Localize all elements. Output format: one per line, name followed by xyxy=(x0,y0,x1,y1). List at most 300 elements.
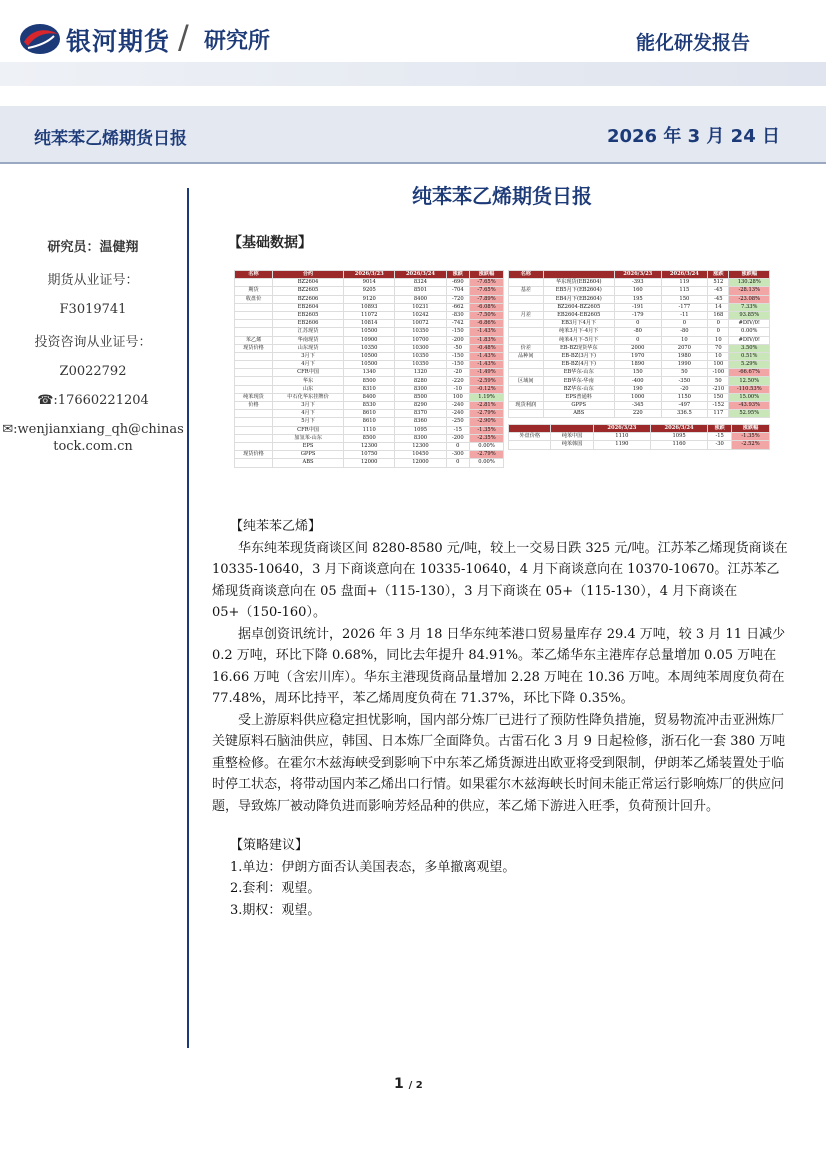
table-cell: 10500 xyxy=(344,328,395,336)
table-cell xyxy=(235,328,273,336)
table-cell: 基差 xyxy=(509,287,544,295)
table-cell: 外盘价格 xyxy=(509,433,551,441)
table-cell: -690 xyxy=(446,279,469,287)
table-cell xyxy=(509,410,544,418)
table-cell: CFR中国 xyxy=(272,426,343,434)
table-cell: 10350 xyxy=(395,361,446,369)
table-header-row xyxy=(509,271,770,279)
table-header-cell: 涨跌 xyxy=(708,425,732,433)
table-cell: 纯苯韩国 xyxy=(551,441,593,449)
table-cell: 4月下 xyxy=(272,410,343,418)
table-cell: -1.83% xyxy=(470,336,504,344)
table-cell: #DIV/0! xyxy=(729,336,770,344)
table-cell: -28.13% xyxy=(729,287,770,295)
report-title-bar xyxy=(0,106,826,162)
institute-name: 研究所 xyxy=(204,29,271,54)
table-cell: 10300 xyxy=(395,344,446,352)
table-row xyxy=(235,303,504,311)
table-cell: -2.81% xyxy=(470,402,504,410)
table-cell: 10700 xyxy=(395,336,446,344)
table-row xyxy=(235,287,504,295)
table-cell xyxy=(235,361,273,369)
page-current: 1 xyxy=(394,1076,404,1092)
table-cell xyxy=(509,320,544,328)
table-cell: 价差 xyxy=(509,344,544,352)
table-cell: 8500 xyxy=(344,434,395,442)
table-cell: 12300 xyxy=(395,442,446,450)
table-row xyxy=(235,320,504,328)
analysis-body xyxy=(212,516,790,921)
table-cell: 0 xyxy=(661,320,708,328)
table-cell: 2070 xyxy=(661,344,708,352)
table-cell: -30 xyxy=(708,441,732,449)
section-bz: 【纯苯苯乙烯】 xyxy=(230,519,322,534)
table-cell: 8310 xyxy=(344,385,395,393)
table-cell: 119 xyxy=(661,279,708,287)
table-row xyxy=(235,295,504,303)
table-cell: -80 xyxy=(661,328,708,336)
table-cell: 0 xyxy=(614,336,661,344)
table-cell: 130.28% xyxy=(729,279,770,287)
table-cell: -240 xyxy=(446,402,469,410)
table-row xyxy=(235,410,504,418)
table-cell xyxy=(509,361,544,369)
paragraph-2: 据卓创资讯统计，2026 年 3 月 18 日华东纯苯港口贸易量库存 29.4 万吨，较 3 月 11 日减少 0.2 万吨，环比下降 0.68%，同比去年提升 84.91%。苯乙烯华东主港库存总量增加 0.05 万吨在 16.66 万吨（含宏川库）。华东主港现货商品量增加 2.28 万吨在 10.36 万吨。本周纯苯周度负荷在 77.48%，周环比持平，苯乙烯周度负荷在 71.37%，环比下降 0.35%。 xyxy=(212,626,786,706)
table-cell xyxy=(509,336,544,344)
table-cell: BZ2604-BZ2605 xyxy=(543,303,614,311)
data-table-right xyxy=(508,270,770,418)
main-title: 纯苯苯乙烯期货日报 xyxy=(412,184,592,208)
table-row xyxy=(509,410,770,418)
table-row xyxy=(509,279,770,287)
table-cell: 加氢苯-山东 xyxy=(272,434,343,442)
table-cell: -830 xyxy=(446,311,469,319)
table-cell: -300 xyxy=(446,451,469,459)
table-cell: -200 xyxy=(446,336,469,344)
table-cell: 8300 xyxy=(395,434,446,442)
table-cell: -20 xyxy=(661,385,708,393)
table-cell xyxy=(235,418,273,426)
table-cell: -0.48% xyxy=(470,344,504,352)
table-cell: -80 xyxy=(614,328,661,336)
table-cell: EB2604 xyxy=(272,303,343,311)
table-header-cell: 2026/3/24 xyxy=(650,425,707,433)
table-cell: -200 xyxy=(446,434,469,442)
table-cell: 52.95% xyxy=(729,410,770,418)
table-cell: -240 xyxy=(446,410,469,418)
table-row xyxy=(509,352,770,360)
table-cell: -7.89% xyxy=(470,295,504,303)
table-cell: EB华东-山东 xyxy=(543,369,614,377)
table-cell: 12.50% xyxy=(729,377,770,385)
table-cell: 160 xyxy=(614,287,661,295)
table-cell: -393 xyxy=(614,279,661,287)
table-cell: -704 xyxy=(446,287,469,295)
table-cell: -10 xyxy=(446,385,469,393)
table-header-cell: 涨跌幅 xyxy=(729,271,770,279)
table-cell: -110.53% xyxy=(729,385,770,393)
table-row xyxy=(235,344,504,352)
table-cell: -43.93% xyxy=(729,402,770,410)
table-cell: -152 xyxy=(708,402,729,410)
table-cell: 10750 xyxy=(344,451,395,459)
table-cell: 山东 xyxy=(272,385,343,393)
table-row xyxy=(509,393,770,401)
table-header-cell: 2026/3/23 xyxy=(344,271,395,279)
table-cell: -177 xyxy=(661,303,708,311)
table-cell: EB-BZ(3月下) xyxy=(543,352,614,360)
section-strategy: 【策略建议】 xyxy=(230,838,309,853)
table-cell: -210 xyxy=(708,385,729,393)
strategy-item: 1.单边：伊朗方面否认美国表态，多单撤离观望。 xyxy=(230,859,516,875)
table-cell: 1190 xyxy=(593,441,650,449)
table-cell xyxy=(509,441,551,449)
table-cell xyxy=(509,369,544,377)
table-cell: 150 xyxy=(708,393,729,401)
table-cell: 3月下 xyxy=(272,352,343,360)
table-cell: -100 xyxy=(708,369,729,377)
table-header-cell: 涨跌幅 xyxy=(732,425,770,433)
table-cell xyxy=(235,410,273,418)
table-cell: -150 xyxy=(446,352,469,360)
table-cell: 15.00% xyxy=(729,393,770,401)
table-cell: -1.43% xyxy=(470,328,504,336)
table-row xyxy=(235,451,504,459)
table-cell: GPPS xyxy=(272,451,343,459)
table-cell: -2.35% xyxy=(470,434,504,442)
table-cell xyxy=(509,279,544,287)
table-header-cell: 涨跌 xyxy=(446,271,469,279)
table-cell: -2.79% xyxy=(470,451,504,459)
table-cell: 14 xyxy=(708,303,729,311)
table-cell: -1.35% xyxy=(732,433,770,441)
table-cell: -50 xyxy=(446,344,469,352)
table-cell: 8324 xyxy=(395,279,446,287)
table-row xyxy=(235,393,504,401)
table-cell: -150 xyxy=(446,328,469,336)
email-line-2[interactable]: tock.com.cn xyxy=(53,439,133,454)
consult-label: 投资咨询从业证号： xyxy=(34,335,152,350)
table-cell: 117 xyxy=(708,410,729,418)
table-cell: BZ2605 xyxy=(272,287,343,295)
table-cell: 1110 xyxy=(344,426,395,434)
table-cell: 0.00% xyxy=(729,328,770,336)
table-cell: 8290 xyxy=(395,402,446,410)
table-cell: EB-BZ(4月下) xyxy=(543,361,614,369)
table-cell: 纯苯4月下-5月下 xyxy=(543,336,614,344)
table-cell: 168 xyxy=(708,311,729,319)
table-row xyxy=(235,336,504,344)
table-header-cell: 涨跌 xyxy=(708,271,729,279)
table-cell: 8300 xyxy=(395,385,446,393)
table-cell: -497 xyxy=(661,402,708,410)
table-header-cell: 涨跌幅 xyxy=(470,271,504,279)
table-row xyxy=(235,279,504,287)
table-row xyxy=(235,369,504,377)
table-cell: 8370 xyxy=(395,410,446,418)
table-cell: 5月下 xyxy=(272,418,343,426)
table-cell: EPS普通料 xyxy=(543,393,614,401)
table-header-cell xyxy=(543,271,614,279)
table-cell: 0.00% xyxy=(470,459,504,467)
table-cell: 9205 xyxy=(344,287,395,295)
table-cell: EB4月下(EB2604) xyxy=(543,295,614,303)
table-cell: -220 xyxy=(446,377,469,385)
table-row xyxy=(509,303,770,311)
table-cell: 品种间 xyxy=(509,352,544,360)
table-cell: -191 xyxy=(614,303,661,311)
table-cell: -2.90% xyxy=(470,418,504,426)
table-cell xyxy=(235,352,273,360)
table-row xyxy=(509,433,770,441)
table-cell: 期货 xyxy=(235,287,273,295)
table-cell: 1000 xyxy=(614,393,661,401)
data-table-left xyxy=(234,270,504,468)
table-cell: 0.51% xyxy=(729,352,770,360)
table-cell: 220 xyxy=(614,410,661,418)
table-cell: -720 xyxy=(446,295,469,303)
table-cell: 70 xyxy=(708,344,729,352)
table-cell: 12300 xyxy=(344,442,395,450)
section-basic-data: 【基础数据】 xyxy=(228,235,312,251)
table-cell: 10350 xyxy=(395,328,446,336)
table-header-cell: 名称 xyxy=(235,271,273,279)
table-cell: 11072 xyxy=(344,311,395,319)
table-cell: 纯苯中国 xyxy=(551,433,593,441)
phone[interactable]: ☎:17660221204 xyxy=(37,393,149,408)
table-header-cell: 2026/3/23 xyxy=(593,425,650,433)
paragraph-1: 华东纯苯现货商谈区间 8280-8580 元/吨，较上一交易日跌 325 元/吨。江苏苯乙烯现货商谈在 10335-10640，3 月下商谈意向在 10335-10640，4 月下商谈意向在 10370-10670。江苏苯乙烯现货商谈意向在 05 盘面+（115-130），3 月下商谈在 05+（115-130），4 月下商谈在 05+（150-160）。 xyxy=(212,540,788,620)
table-cell: 月差 xyxy=(509,311,544,319)
table-cell xyxy=(509,328,544,336)
table-cell: -15 xyxy=(708,433,732,441)
table-cell: 1110 xyxy=(593,433,650,441)
table-cell: -742 xyxy=(446,320,469,328)
table-row xyxy=(235,442,504,450)
table-header-row xyxy=(509,425,770,433)
table-cell: 8400 xyxy=(344,393,395,401)
table-cell: 5.29% xyxy=(729,361,770,369)
license-label: 期货从业证号： xyxy=(47,273,139,288)
table-cell: 收盘价 xyxy=(235,295,273,303)
table-row xyxy=(509,336,770,344)
table-cell: -179 xyxy=(614,311,661,319)
table-cell: EB2604-EB2605 xyxy=(543,311,614,319)
table-cell xyxy=(235,377,273,385)
table-cell: -0.12% xyxy=(470,385,504,393)
table-cell: 0 xyxy=(614,320,661,328)
table-cell: 纯苯现货 xyxy=(235,393,273,401)
table-cell: 50 xyxy=(708,377,729,385)
table-cell: 10900 xyxy=(344,336,395,344)
table-row xyxy=(509,295,770,303)
table-cell: -1.35% xyxy=(470,426,504,434)
table-cell: 1160 xyxy=(650,441,707,449)
table-cell: EB2605 xyxy=(272,311,343,319)
table-cell: -6.08% xyxy=(470,303,504,311)
table-cell: -7.50% xyxy=(470,311,504,319)
table-cell xyxy=(235,279,273,287)
table-cell: ABS xyxy=(272,459,343,467)
table-row xyxy=(509,344,770,352)
table-cell: -400 xyxy=(614,377,661,385)
table-cell: 0 xyxy=(708,320,729,328)
table-cell: -15 xyxy=(446,426,469,434)
table-cell: -23.08% xyxy=(729,295,770,303)
table-cell: -2.59% xyxy=(470,377,504,385)
table-cell xyxy=(509,393,544,401)
table-cell: 0 xyxy=(446,442,469,450)
table-cell: 10 xyxy=(708,352,729,360)
table-cell: BZ2606 xyxy=(272,295,343,303)
sidebar-divider xyxy=(187,188,189,1048)
table-cell xyxy=(235,434,273,442)
table-row xyxy=(235,361,504,369)
table-cell: -250 xyxy=(446,418,469,426)
table-cell xyxy=(509,385,544,393)
page-number xyxy=(394,1076,423,1092)
table-cell: 10500 xyxy=(344,361,395,369)
table-cell: 苯乙烯 xyxy=(235,336,273,344)
company-logo-text: 银河期货 xyxy=(66,27,171,56)
table-cell: -2.79% xyxy=(470,410,504,418)
researcher-name: 研究员：温健翔 xyxy=(47,240,139,255)
header-slash: / xyxy=(178,18,189,56)
table-header-cell: 2026/3/23 xyxy=(614,271,661,279)
table-cell: 1.19% xyxy=(470,393,504,401)
table-cell: ABS xyxy=(543,410,614,418)
table-cell: EB5月下(EB2604) xyxy=(543,287,614,295)
table-row xyxy=(509,287,770,295)
table-cell: 12000 xyxy=(344,459,395,467)
table-cell: -150 xyxy=(446,361,469,369)
table-cell: 3月下 xyxy=(272,402,343,410)
table-cell xyxy=(235,303,273,311)
table-row xyxy=(509,369,770,377)
consult-number: Z0022792 xyxy=(59,364,127,379)
table-row xyxy=(509,385,770,393)
table-cell: -11 xyxy=(661,311,708,319)
table-cell: 1990 xyxy=(661,361,708,369)
strategy-item: 2.套利：观望。 xyxy=(230,881,321,896)
table-row xyxy=(235,352,504,360)
table-row xyxy=(509,441,770,449)
table-cell: 10 xyxy=(661,336,708,344)
table-row xyxy=(509,328,770,336)
table-cell: 10893 xyxy=(344,303,395,311)
title-bar-divider xyxy=(0,162,826,164)
table-cell: -345 xyxy=(614,402,661,410)
table-row xyxy=(509,311,770,319)
table-cell: 8360 xyxy=(395,418,446,426)
table-cell: -662 xyxy=(446,303,469,311)
table-cell: 江苏现货 xyxy=(272,328,343,336)
table-row xyxy=(509,361,770,369)
table-cell xyxy=(235,442,273,450)
table-cell: -1.49% xyxy=(470,369,504,377)
table-row xyxy=(235,402,504,410)
table-cell: 8610 xyxy=(344,418,395,426)
table-row xyxy=(235,418,504,426)
table-cell: -1.43% xyxy=(470,361,504,369)
table-cell xyxy=(235,311,273,319)
table-cell: 190 xyxy=(614,385,661,393)
table-header-cell xyxy=(509,425,551,433)
table-cell: 1340 xyxy=(344,369,395,377)
table-cell: EB3月下4月下 xyxy=(543,320,614,328)
table-header-cell xyxy=(551,425,593,433)
table-cell: -45 xyxy=(708,295,729,303)
table-cell: #DIV/0! xyxy=(729,320,770,328)
table-cell: 华南现货 xyxy=(272,336,343,344)
table-cell: CFR中国 xyxy=(272,369,343,377)
table-header-row xyxy=(235,271,504,279)
table-cell: BZ2604 xyxy=(272,279,343,287)
table-cell: 现货利润 xyxy=(509,402,544,410)
table-cell: 10350 xyxy=(395,352,446,360)
table-row xyxy=(509,320,770,328)
table-cell: 10231 xyxy=(395,303,446,311)
page-total: / 2 xyxy=(408,1080,423,1091)
table-cell: -7.65% xyxy=(470,287,504,295)
table-cell: 8500 xyxy=(344,377,395,385)
table-cell xyxy=(235,320,273,328)
table-cell: 115 xyxy=(661,287,708,295)
table-cell: 1095 xyxy=(650,433,707,441)
author-sidebar xyxy=(0,236,186,468)
table-cell: -350 xyxy=(661,377,708,385)
table-cell: 8280 xyxy=(395,377,446,385)
table-cell: 4月下 xyxy=(272,361,343,369)
table-row xyxy=(235,328,504,336)
table-cell: 3.50% xyxy=(729,344,770,352)
table-cell: 1150 xyxy=(661,393,708,401)
table-row xyxy=(235,434,504,442)
email-line-1[interactable]: ✉:wenjianxiang_qh@chinas xyxy=(2,422,184,437)
table-cell: EPS xyxy=(272,442,343,450)
table-header-cell: 名称 xyxy=(509,271,544,279)
table-cell: 华东 xyxy=(272,377,343,385)
table-cell: 512 xyxy=(708,279,729,287)
table-cell: 1970 xyxy=(614,352,661,360)
data-table-overseas xyxy=(508,424,770,450)
table-cell: 10072 xyxy=(395,320,446,328)
table-header-cell: 合约 xyxy=(272,271,343,279)
table-cell: 7.33% xyxy=(729,303,770,311)
report-type: 能化研发报告 xyxy=(635,32,750,54)
table-cell xyxy=(235,459,273,467)
header-band xyxy=(0,62,826,86)
table-cell: 100 xyxy=(446,393,469,401)
table-cell: 150 xyxy=(614,369,661,377)
table-row xyxy=(235,385,504,393)
table-cell: 10 xyxy=(708,336,729,344)
table-row xyxy=(509,402,770,410)
table-cell: 1980 xyxy=(661,352,708,360)
table-row xyxy=(235,459,504,467)
table-cell: -66.67% xyxy=(729,369,770,377)
table-cell: 8530 xyxy=(344,402,395,410)
table-cell: -7.65% xyxy=(470,279,504,287)
table-cell: 50 xyxy=(661,369,708,377)
table-cell: EB2606 xyxy=(272,320,343,328)
strategy-item: 3.期权：观望。 xyxy=(230,902,321,918)
table-cell: 10450 xyxy=(395,451,446,459)
table-cell: 10242 xyxy=(395,311,446,319)
table-cell: 195 xyxy=(614,295,661,303)
table-cell: -1.43% xyxy=(470,352,504,360)
table-cell: 10350 xyxy=(344,344,395,352)
